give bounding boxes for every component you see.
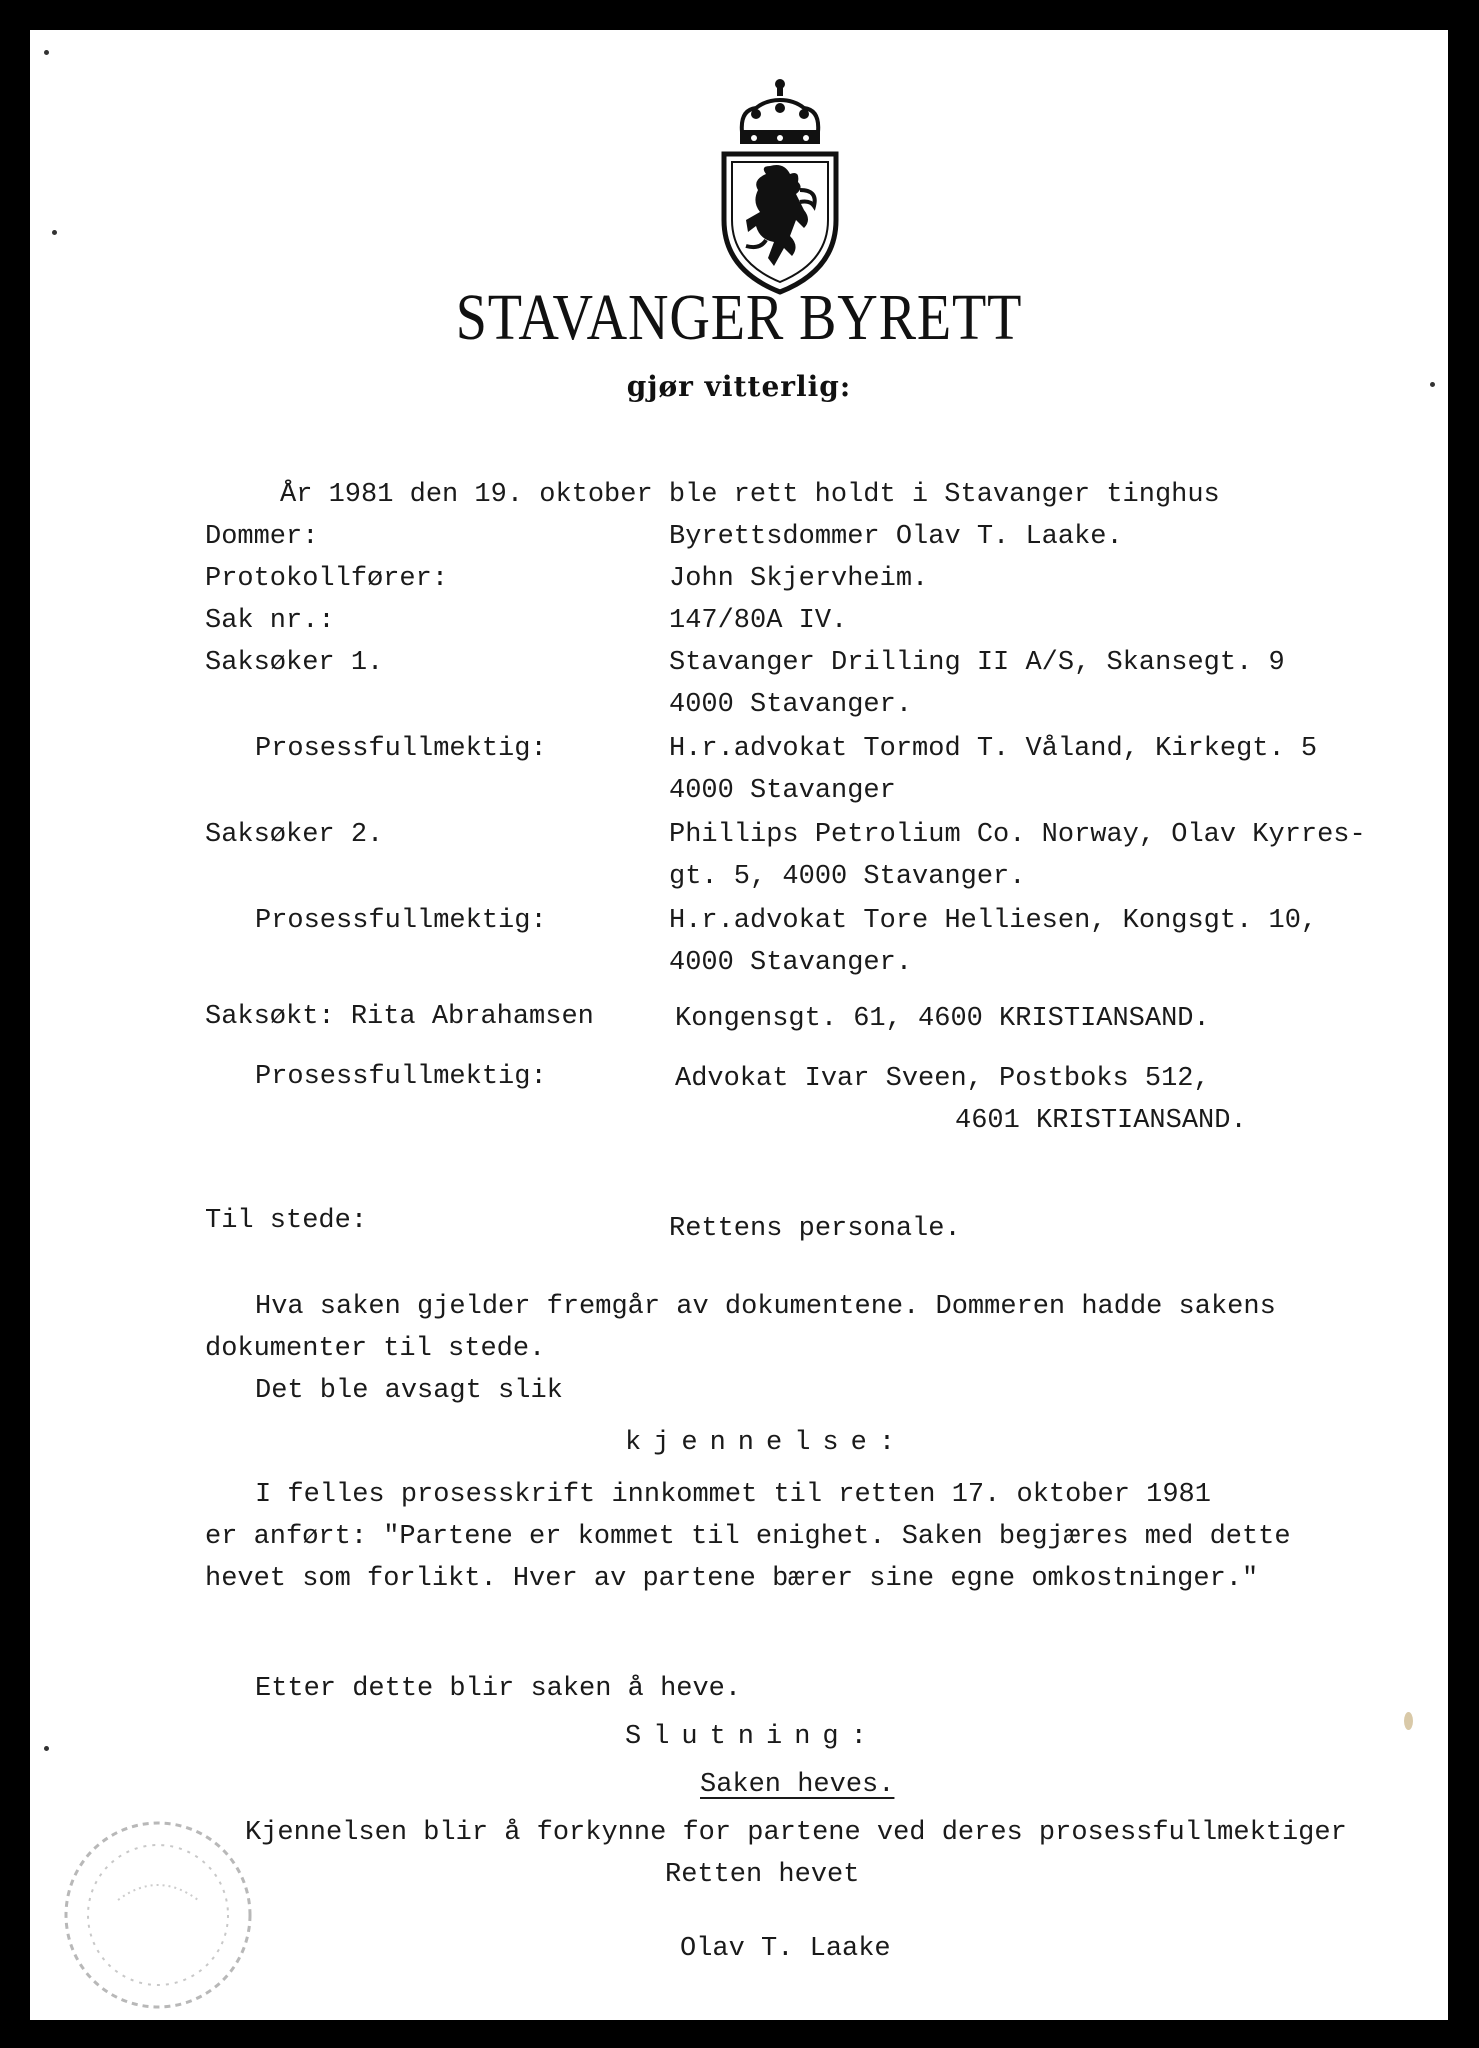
saksokt-label: Saksøkt: Rita Abrahamsen [205,1002,594,1032]
prosess2-label: Prosessfullmektig: [255,906,547,936]
til-stede-value: Rettens personale. [669,1214,961,1244]
slutning-text: Saken heves. [700,1770,895,1800]
prosess2-value-line1: H.r.advokat Tore Helliesen, Kongsgt. 10, [669,906,1318,936]
prosess1-value-line2: 4000 Stavanger [669,776,896,806]
para1-line1: Hva saken gjelder fremgår av dokumentene. Dommeren hadde sakens [255,1292,1276,1322]
speck [1404,1712,1413,1730]
prosess3-label: Prosessfullmektig: [255,1062,547,1092]
speck [1430,382,1435,387]
speck [44,50,49,55]
sak-nr-label: Sak nr.: [205,606,335,636]
speck [52,230,57,235]
saksoker1-label: Saksøker 1. [205,648,384,678]
protokollforer-label: Protokollfører: [205,564,449,594]
para4: Etter dette blir saken å heve. [255,1674,742,1704]
document-page [30,30,1448,2020]
saksoker2-value-line2: gt. 5, 4000 Stavanger. [669,862,1026,892]
slutning-heading: Slutning: [625,1722,879,1752]
til-stede-label: Til stede: [205,1206,368,1236]
kjennelse-heading: kjennelse: [625,1428,908,1458]
closing-line: Retten hevet [665,1860,860,1890]
dommer-value: Byrettsdommer Olav T. Laake. [669,522,1123,552]
para5: Kjennelsen blir å forkynne for partene ved deres prosessfullmektiger [245,1818,1347,1848]
prosess1-value-line1: H.r.advokat Tormod T. Våland, Kirkegt. 5 [669,734,1318,764]
saksoker1-value-line1: Stavanger Drilling II A/S, Skansegt. 9 [669,648,1285,678]
speck [44,1746,49,1751]
protokollforer-value: John Skjervheim. [669,564,929,594]
saksokt-value: Kongensgt. 61, 4600 KRISTIANSAND. [675,1004,1210,1034]
sak-nr-value: 147/80A IV. [669,606,848,636]
court-stamp-icon [48,1810,268,2020]
para2: Det ble avsagt slik [255,1376,563,1406]
prosess1-label: Prosessfullmektig: [255,734,547,764]
dommer-label: Dommer: [205,522,319,552]
signature: Olav T. Laake [680,1934,891,1964]
para3-line2: er anført: "Partene er kommet til enighet. Saken begjæres med dette [205,1522,1291,1552]
subtitle: gjør vitterlig: [626,370,852,403]
para3-line3: hevet som forlikt. Hver av partene bærer sine egne omkostninger." [205,1564,1259,1594]
intro-line: År 1981 den 19. oktober ble rett holdt i Stavanger tinghus [280,480,1220,510]
saksoker2-label: Saksøker 2. [205,820,384,850]
saksoker1-value-line2: 4000 Stavanger. [669,690,913,720]
para3-line1: I felles prosesskrift innkommet til retten 17. oktober 1981 [255,1480,1211,1510]
para1-line2: dokumenter til stede. [205,1334,546,1364]
saksoker2-value-line1: Phillips Petrolium Co. Norway, Olav Kyrres- [669,820,1366,850]
prosess3-value-line2: 4601 KRISTIANSAND. [955,1106,1247,1136]
prosess2-value-line2: 4000 Stavanger. [669,948,913,978]
coat-of-arms-icon [700,70,860,300]
prosess3-value-line1: Advokat Ivar Sveen, Postboks 512, [675,1064,1210,1094]
court-name-title: STAVANGER BYRETT [455,281,1023,354]
